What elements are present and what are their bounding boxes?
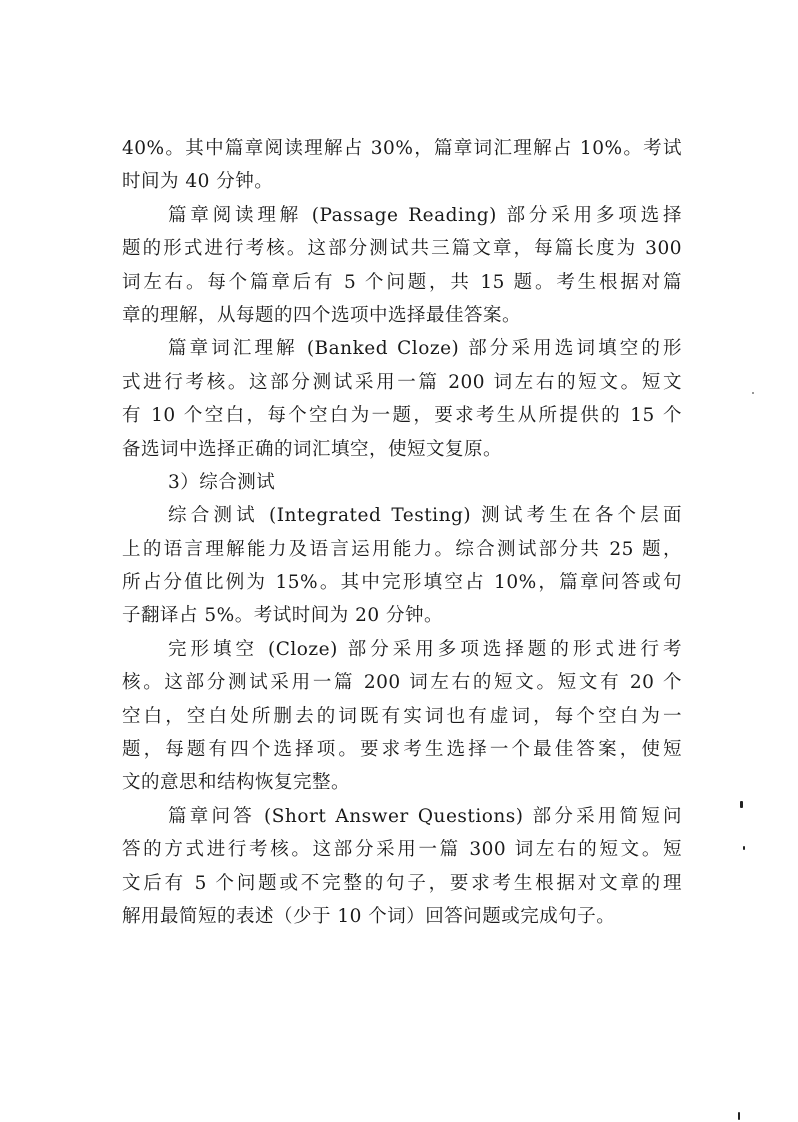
section-heading: 3）综合测试 [168,471,276,493]
paragraph-start-line: 篇章阅读理解 (Passage Reading) 部分采用多项选择 [168,204,682,226]
text-line: 章的理解，从每题的四个选项中选择最佳答案。 [122,304,522,326]
text-line: 词左右。每个篇章后有 5 个问题，共 15 题。考生根据对篇 [122,271,682,293]
scan-speck [740,801,743,808]
text-line: 时间为 40 分钟。 [122,171,274,193]
body-text [122,132,682,933]
text-line: 子翻译占 5%。考试时间为 20 分钟。 [122,605,444,627]
paragraph-start-line: 篇章问答 (Short Answer Questions) 部分采用简短问 [168,805,682,827]
scan-speck [743,846,745,850]
paragraph-start-line: 完形填空 (Cloze) 部分采用多项选择题的形式进行考 [168,638,682,660]
paragraph-start-line: 综合测试 (Integrated Testing) 测试考生在各个层面 [168,505,682,527]
text-line: 备选词中选择正确的词汇填空，使短文复原。 [122,438,503,460]
text-line: 题的形式进行考核。这部分测试共三篇文章，每篇长度为 300 [122,238,682,260]
text-line: 上的语言理解能力及语言运用能力。综合测试部分共 25 题， [122,538,682,560]
text-line: 核。这部分测试采用一篇 200 词左右的短文。短文有 20 个 [122,672,682,694]
text-line: 文的意思和结构恢复完整。 [122,772,351,794]
text-line: 答的方式进行考核。这部分采用一篇 300 词左右的短文。短 [122,839,682,861]
text-line: 有 10 个空白，每个空白为一题，要求考生从所提供的 15 个 [122,405,682,427]
text-line: 空白，空白处所删去的词既有实词也有虚词，每个空白为一 [122,705,682,727]
text-line: 40%。其中篇章阅读理解占 30%，篇章词汇理解占 10%。考试 [122,138,682,159]
text-line: 所占分值比例为 15%。其中完形填空占 10%，篇章问答或句 [122,572,682,594]
paragraph-start-line: 篇章词汇理解 (Banked Cloze) 部分采用选词填空的形 [168,338,682,360]
text-line: 文后有 5 个问题或不完整的句子，要求考生根据对文章的理 [122,872,682,894]
text-line: 解用最简短的表述（少于 10 个词）回答问题或完成句子。 [122,905,616,927]
scan-speck [752,392,754,394]
text-line: 题，每题有四个选择项。要求考生选择一个最佳答案，使短 [122,739,682,761]
text-line: 式进行考核。这部分测试采用一篇 200 词左右的短文。短文 [122,371,682,393]
scan-speck [738,1112,740,1120]
